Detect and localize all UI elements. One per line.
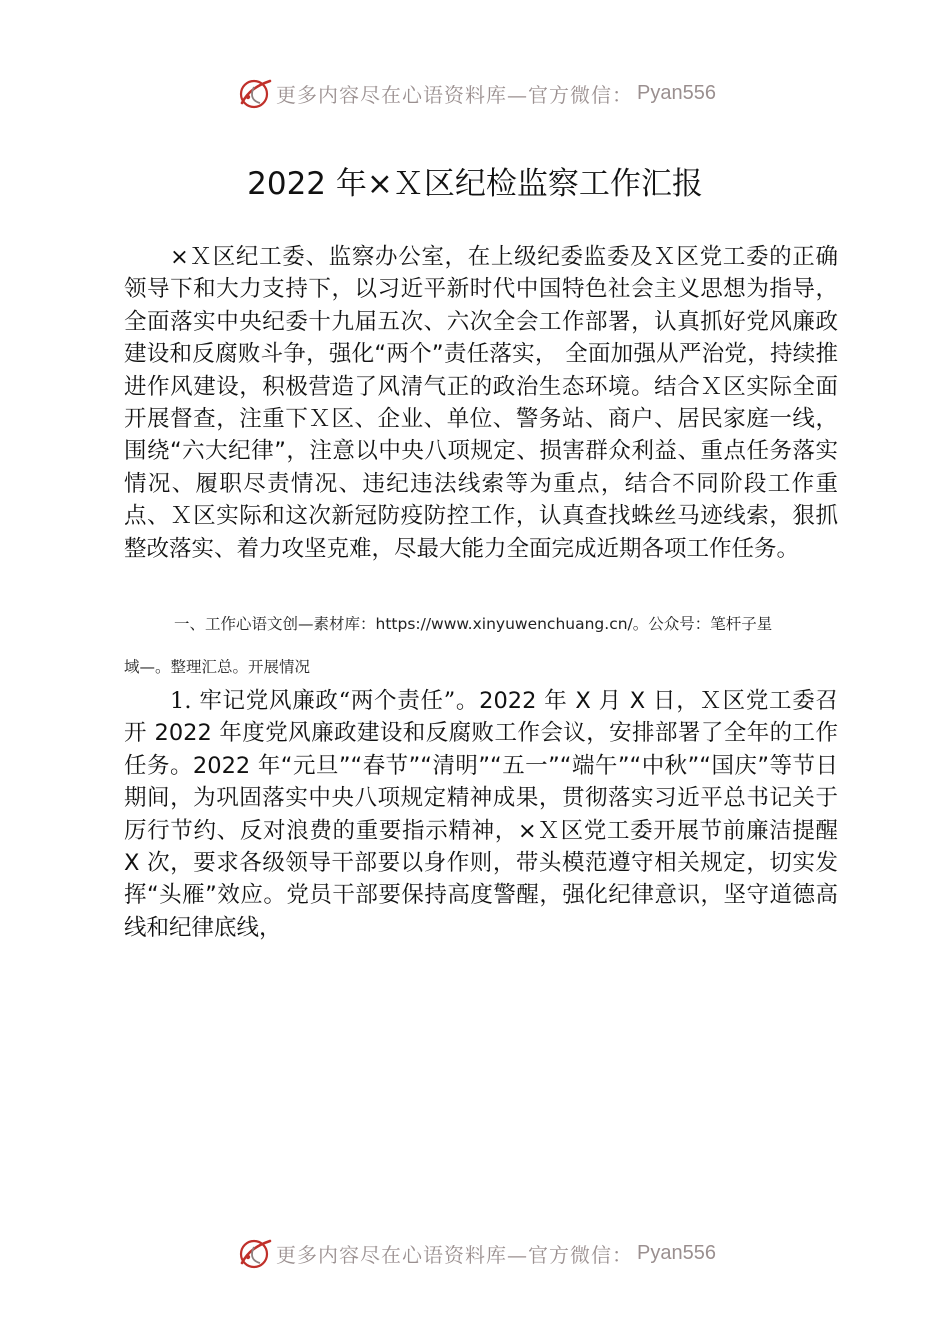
intro-paragraph [124, 241, 838, 565]
intro-text: ×Ｘ区纪工委、监察办公室，在上级纪委监委及Ｘ区党工委的正确领导下和大力支持下，以习近平新时代中国特色社会主义思想为指导，全面落实中央纪委十九届五次、六次全会工作部署，认真抓好党风廉政建设和反腐败斗争，强化“两个”责任落实， 全面加强从严治党，持续推进作风建设，积极营造了风清气正的政治生态环境。结合Ｘ区实际全面开展督查，注重下Ｘ区、企业、单位、警务站、商户、居民家庭一线，围绕“六大纪律”，注意以中央八项规定、损害群众利益、重点任务落实情况、履职尽责情况、违纪违法线索等为重点，结合不同阶段工作重点、Ｘ区实际和这次新冠防疫防控工作，认真查找蛛丝马迹线索，狠抓整改落实、着力攻坚克难，尽最大能力全面完成近期各项工作任务。 [124, 244, 838, 562]
item-1-paragraph [124, 685, 838, 944]
watermark-logo-icon [234, 73, 274, 113]
note-line-1: 一、工作心语文创—素材库：https://www.xinyuwenchuang.cn/。公众号：笔杆子星 [174, 615, 773, 633]
watermark-banner-top [0, 71, 950, 115]
note-line-2: 域—。整理汇总。开展情况 [124, 658, 311, 676]
watermark-text: 更多内容尽在心语资料库—官方微信： [276, 82, 634, 107]
item-1-heading: 1. 牢记党风廉政“两个责任”。 [170, 688, 480, 714]
watermark-text: 更多内容尽在心语资料库—官方微信： [276, 1242, 634, 1267]
watermark-wechat-id: Pyan556 [637, 81, 716, 104]
watermark-logo-icon [234, 1233, 274, 1273]
document-title: 2022 年×Ｘ区纪检监察工作汇报 [247, 166, 703, 202]
watermark-banner-bottom [0, 1231, 950, 1275]
item-1-body: 2022 年 X 月 X 日，Ｘ区党工委召开 2022 年度党风廉政建设和反腐败工作会议，安排部署了全年的工作任务。2022 年“元旦”“春节”“清明”“五一”“端午”“中秋”“国庆”等节日期间，为巩固落实中央八项规定精神成果，贯彻落实习近平总书记关于厉行节约、反对浪费的重要指示精神，×Ｘ区党工委开展节前廉洁提醒 X 次，要求各级领导干部要以身作则，带头模范遵守相关规定，切实发挥“头雁”效应。党员干部要保持高度警醒，强化纪律意识，坚守道德高线和纪律底线， [124, 688, 838, 941]
watermark-wechat-id: Pyan556 [637, 1241, 716, 1264]
